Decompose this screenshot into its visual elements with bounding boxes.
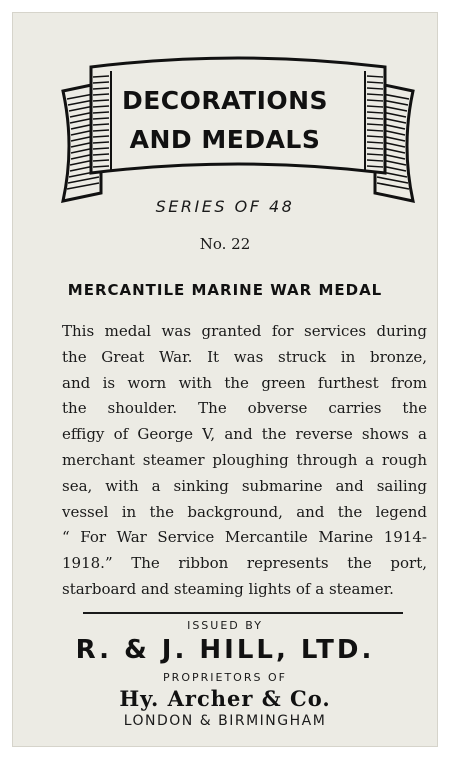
cigarette-card [12, 12, 438, 747]
divider [83, 612, 403, 614]
description-text [62, 319, 427, 603]
description-line: the Great War. It was struck in bronze, [62, 347, 427, 366]
description-line: 1918.” The ribbon represents the port, [62, 554, 427, 573]
company-location: LONDON & BIRMINGHAM [123, 713, 327, 729]
description-line: and is worn with the green furthest from [62, 373, 427, 392]
card-number: No. 22 [199, 235, 251, 253]
banner-title-line2: AND MEDALS [129, 125, 321, 154]
issued-by-label: ISSUED BY [187, 619, 263, 632]
banner-title-line1: DECORATIONS [121, 86, 329, 115]
description-line: sea, with a sinking submarine and sailing [62, 476, 427, 495]
description-line: “ For War Service Mercantile Marine 1914- [62, 528, 427, 547]
medal-title: MERCANTILE MARINE WAR MEDAL [67, 281, 383, 299]
proprietor-name: Hy. Archer & Co. [119, 686, 331, 711]
description-line: effigy of George V, and the reverse shows a [62, 425, 427, 444]
description-line: merchant steamer ploughing through a rough [62, 450, 427, 469]
proprietors-label: PROPRIETORS OF [163, 671, 287, 684]
description-line: vessel in the background, and the legend [62, 502, 427, 521]
description-line: the shoulder. The obverse carries the [62, 399, 427, 418]
series-label: SERIES OF 48 [155, 197, 295, 216]
description-line: This medal was granted for services during [62, 322, 427, 340]
company-name: R. & J. HILL, LTD. [75, 635, 375, 665]
description-line: starboard and steaming lights of a steamer. [62, 579, 394, 598]
